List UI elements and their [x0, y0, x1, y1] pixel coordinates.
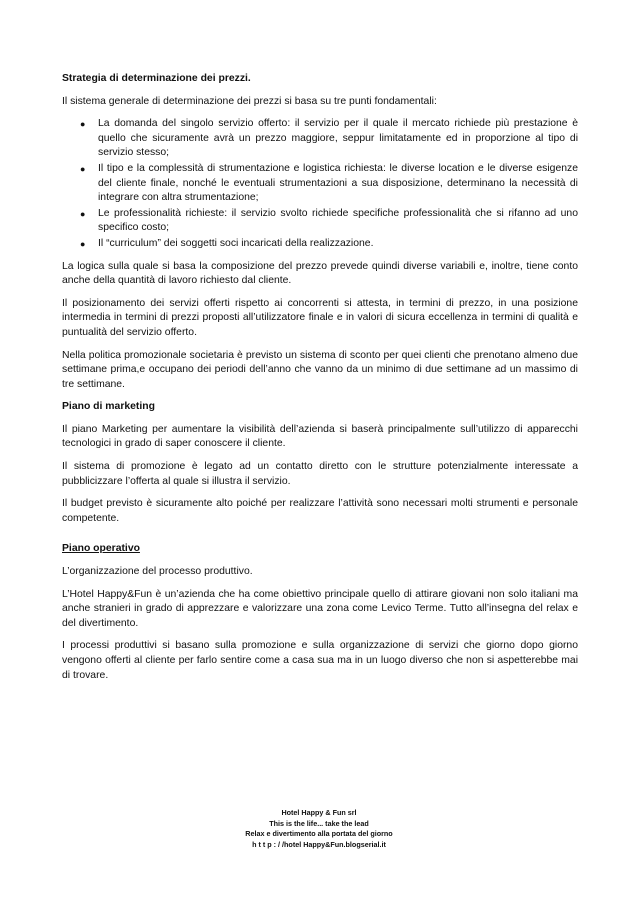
paragraph: Nella politica promozionale societaria è previsto un sistema di sconto per quei clienti che prenotano almeno due settimane prima,e occupano dei periodi dell’anno che vanno da un minimo di due settimane ad un massimo di tre settimane. — [62, 349, 578, 390]
section-heading-marketing: Piano di marketing — [62, 401, 155, 413]
bullet-dot-icon: ● — [80, 208, 86, 219]
list-item — [62, 162, 578, 206]
list-item — [62, 237, 578, 252]
section-heading-pricing-strategy: Strategia di determinazione dei prezzi. — [62, 73, 251, 84]
paragraph: Il piano Marketing per aumentare la visibilità dell’azienda si baserà principalmente sull’utilizzo di apparecchi tecnologici in grado di saper conoscere il cliente. — [62, 423, 578, 450]
list-item-text: Il “curriculum” dei soggetti soci incaricati della realizzazione. — [98, 237, 374, 249]
paragraph: La logica sulla quale si basa la composizione del prezzo prevede quindi diverse variabili e, inoltre, tiene conto anche della quantità di lavoro richiesto dal cliente. — [62, 260, 578, 287]
paragraph: Il sistema di promozione è legato ad un contatto diretto con le strutture potenzialmente interessate a pubblicizzare l’offerta al quale si illustra il servizio. — [62, 461, 578, 487]
section-heading-operations: Piano operativo — [62, 543, 140, 555]
document-body — [62, 72, 578, 691]
page-footer — [0, 808, 638, 850]
list-item — [62, 117, 578, 161]
bullet-dot-icon: ● — [80, 119, 86, 130]
list-item-text: Il tipo e la complessità di strumentazione e logistica richiesta: le diverse location e le diverse esigenze del cliente finale, nonché le eventuali strumentazioni a sua disposizione, determinano la necessità di integrare con altra strumentazione; — [98, 162, 578, 204]
bullet-dot-icon: ● — [80, 163, 86, 174]
spacer — [62, 534, 578, 542]
bullet-dot-icon: ● — [80, 238, 86, 249]
footer-company-name: Hotel Happy & Fun srl — [281, 808, 357, 817]
paragraph: L’organizzazione del processo produttivo. — [62, 566, 253, 578]
paragraph: L’Hotel Happy&Fun è un’azienda che ha come obiettivo principale quello di attirare giovani non solo italiani ma anche stranieri in grado di apprezzare e valorizzare una zona come Levico Terme. Tutto all’insegna del relax e del divertimento. — [62, 588, 578, 629]
paragraph: Il budget previsto è sicuramente alto poiché per realizzare l’attività sono necessari molti strumenti e personale competente. — [62, 498, 578, 524]
paragraph: Il posizionamento dei servizi offerti rispetto ai concorrenti si attesta, in termini di prezzo, in una posizione intermedia in termini di prezzi proposti all’utilizzatore finale e in valori di sicura eccellenza in termini di qualità e puntualità del servizio offerto. — [62, 297, 578, 338]
footer-tagline: Relax e divertimento alla portata del giorno — [245, 829, 393, 838]
list-item-text: Le professionalità richieste: il servizio svolto richiede specifiche professionalità che si rifanno ad uno specifico costo; — [98, 207, 578, 234]
pricing-intro: Il sistema generale di determinazione dei prezzi si basa su tre punti fondamentali: — [62, 95, 437, 107]
list-item — [62, 207, 578, 236]
paragraph: I processi produttivi si basano sulla promozione e sulla organizzazione di servizi che giorno dopo giorno vengono offerti al cliente per farlo sentire come a casa sua ma in un luogo diverso che non si aspetterebbe mai di trovare. — [62, 640, 578, 681]
list-item-text: La domanda del singolo servizio offerto: il servizio per il quale il mercato richiede più prestazione è quello che sicuramente avrà un prezzo maggiore, seppur limitatamente ed in proporzione al tipo di servizio stesso; — [98, 118, 578, 159]
pricing-factors-list — [62, 117, 578, 251]
footer-slogan: This is the life... take the lead — [269, 818, 369, 828]
footer-website: h t t p : / /hotel Happy&Fun.blogserial.it — [252, 839, 386, 849]
